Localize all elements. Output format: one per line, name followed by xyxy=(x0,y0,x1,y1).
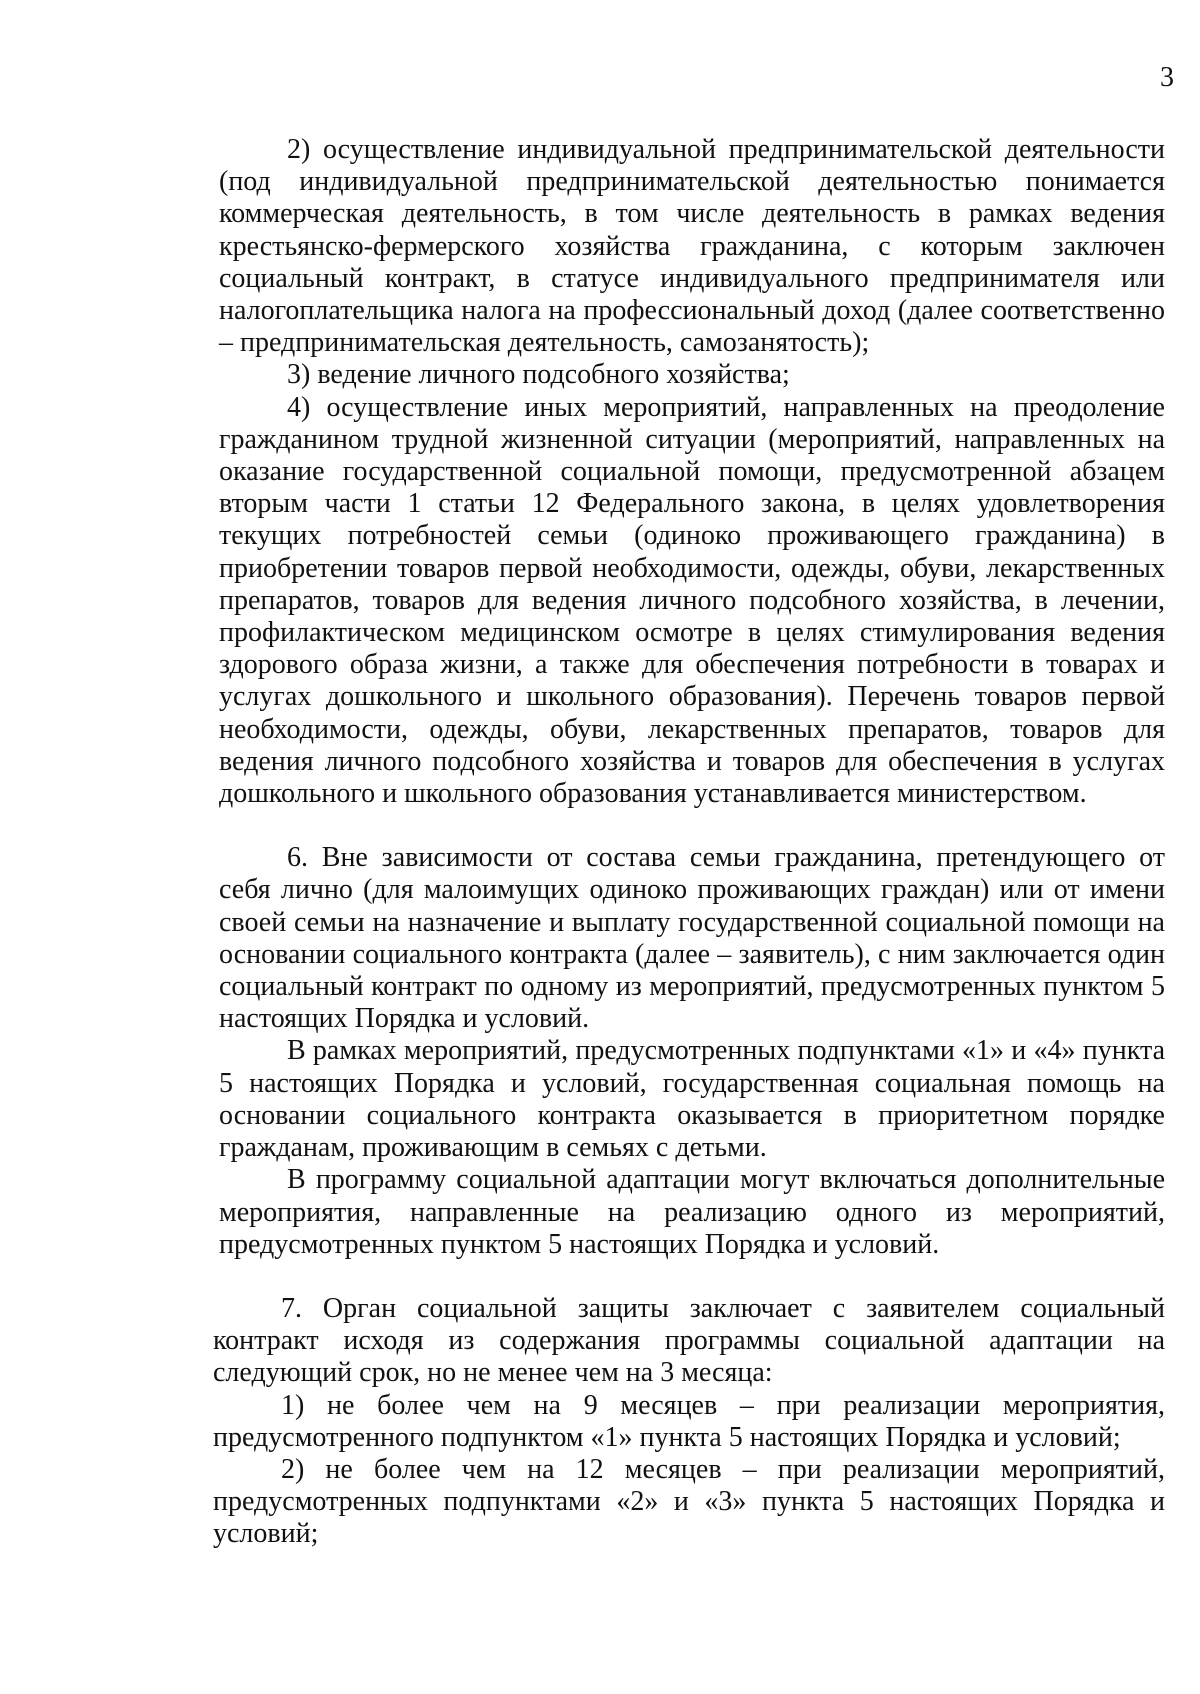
document-body xyxy=(213,134,1165,1551)
paragraph-7-1: 7. Орган социальной защиты заключает с заявителем социальный контракт исходя из содержания программы социальной адаптации на следующий срок, но не менее чем на 3 месяца: xyxy=(213,1292,1165,1389)
paragraph-6-2: В рамках мероприятий, предусмотренных подпунктами «1» и «4» пункта 5 настоящих Порядка и условий, государственная социальная помощь на основании социального контракта оказывается в приоритетном порядке гражданам, проживающим в семьях с детьми. xyxy=(219,1035,1165,1164)
paragraph-5-2: 2) осуществление индивидуальной предпринимательской деятельности (под индивидуальной предпринимательской деятельностью понимается коммерческая деятельность, в том числе деятельность в рамках ведения крестьянско-фермерского хозяйства гражданина, с которым заключен социальный контракт, в статусе индивидуального предпринимателя или налогоплательщика налога на профессиональный доход (далее соответственно – предпринимательская деятельность, самозанятость); xyxy=(219,134,1165,359)
paragraph-6-3: В программу социальной адаптации могут включаться дополнительные мероприятия, направленные на реализацию одного из мероприятий, предусмотренных пунктом 5 настоящих Порядка и условий. xyxy=(219,1164,1165,1260)
page-number: 3 xyxy=(1160,62,1174,93)
section-7 xyxy=(213,1293,1165,1551)
paragraph-5-3: 3) ведение личного подсобного хозяйства; xyxy=(287,359,790,391)
section-gap xyxy=(219,1261,1165,1293)
paragraph-5-4: 4) осуществление иных мероприятий, направленных на преодоление гражданином трудной жизненной ситуации (мероприятий, направленных на оказание государственной социальной помощи, предусмотренной абзацем вторым части 1 статьи 12 Федерального закона, в целях удовлетворения текущих потребностей семьи (одиноко проживающего гражданина) в приобретении товаров первой необходимости, одежды, обуви, лекарственных препаратов, товаров для ведения личного подсобного хозяйства, в лечении, профилактическом медицинском осмотре в целях стимулирования ведения здорового образа жизни, а также для обеспечения потребности в товарах и услугах дошкольного и школьного образования). Перечень товаров первой необходимости, одежды, обуви, лекарственных препаратов, товаров для ведения личного подсобного хозяйства и товаров для обеспечения в услугах дошкольного и школьного образования устанавливается министерством. xyxy=(219,391,1165,810)
section-gap xyxy=(219,810,1165,842)
paragraph-7-3: 2) не более чем на 12 месяцев – при реализации мероприятий, предусмотренных подпунктами «2» и «3» пункта 5 настоящих Порядка и условий; xyxy=(213,1453,1165,1550)
paragraph-6-1: 6. Вне зависимости от состава семьи гражданина, претендующего от себя лично (для малоимущих одиноко проживающих граждан) или от имени своей семьи на назначение и выплату государственной социальной помощи на основании социального контракта (далее – заявитель), с ним заключается один социальный контракт по одному из мероприятий, предусмотренных пунктом 5 настоящих Порядка и условий. xyxy=(219,842,1165,1035)
paragraph-7-2: 1) не более чем на 9 месяцев – при реализации мероприятия, предусмотренного подпунктом «1» пункта 5 настоящих Порядка и условий; xyxy=(213,1389,1165,1453)
